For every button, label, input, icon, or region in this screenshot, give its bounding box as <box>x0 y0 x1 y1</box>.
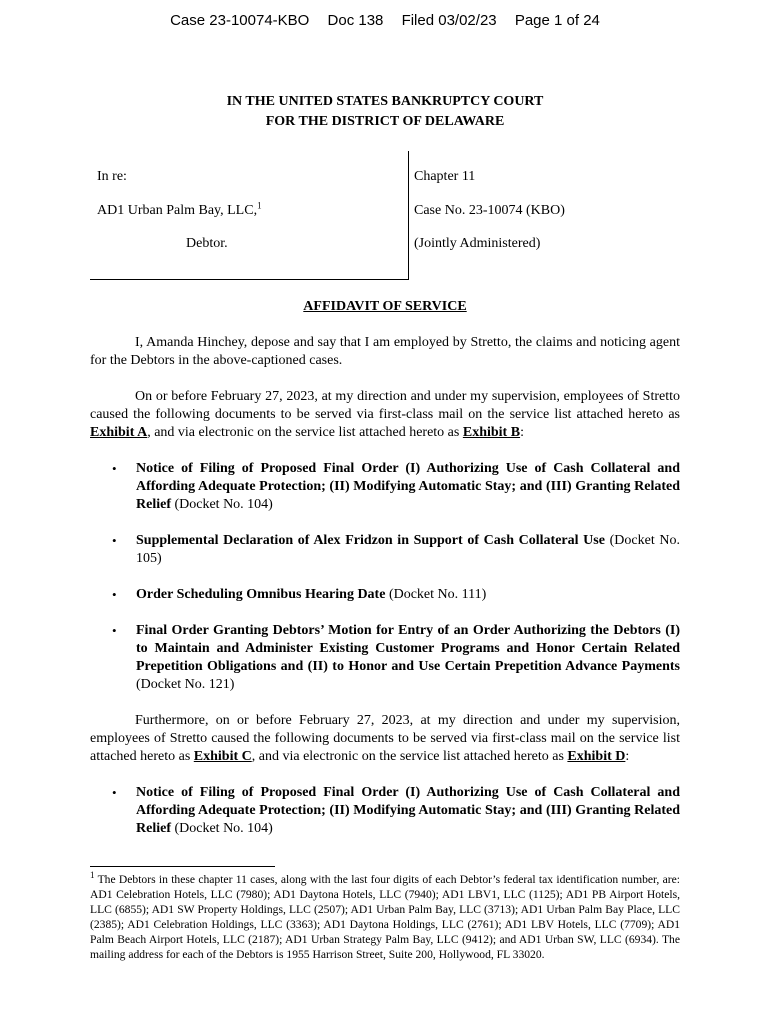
list-item <box>90 784 680 838</box>
para2-text-mid: , and via electronic on the service list attached hereto as <box>147 425 463 440</box>
para2-text-end: : <box>520 425 524 440</box>
doc-number-header: Doc 138 <box>327 12 384 29</box>
bullet-icon: • <box>112 461 117 476</box>
filing-header <box>0 12 770 29</box>
document-body <box>90 92 680 838</box>
exhibit-a-ref: Exhibit A <box>90 425 148 440</box>
exhibit-c-ref: Exhibit C <box>193 749 252 764</box>
bullet-icon: • <box>112 533 117 548</box>
caption-left-box <box>90 151 409 280</box>
page-number-header: Page 1 of 24 <box>514 12 600 29</box>
document-title-item: Final Order Granting Debtors’ Motion for Entry of an Order Authorizing the Debtors (I) to Maintain and Administer Existing Customer Programs and Honor Certain Related Prepetition Obligations and (II) to Honor and Use Certain Prepetition Advance Payments <box>136 623 680 674</box>
list-item <box>90 586 680 604</box>
footnote-ref-1[interactable]: 1 <box>257 200 262 211</box>
court-name-line-2: FOR THE DISTRICT OF DELAWARE <box>265 114 505 129</box>
paragraph-service-ab <box>90 388 680 442</box>
paragraph-declarant: I, Amanda Hinchey, depose and say that I am employed by Stretto, the claims and noticing agent for the Debtors in the above-captioned cases. <box>90 335 680 368</box>
docket-ref: (Docket No. 104) <box>170 821 273 836</box>
court-name-line-1: IN THE UNITED STATES BANKRUPTCY COURT <box>226 94 544 109</box>
debtor-name-text: AD1 Urban Palm Bay, LLC, <box>97 203 258 218</box>
list-item <box>90 460 680 514</box>
exhibit-b-ref: Exhibit B <box>462 425 521 440</box>
footnote-marker: 1 <box>90 870 95 881</box>
exhibit-d-ref: Exhibit D <box>567 749 626 764</box>
bullet-icon: • <box>112 623 117 638</box>
chapter-label: Chapter 11 <box>414 169 476 184</box>
list-item <box>90 622 680 694</box>
docket-ref: (Docket No. 111) <box>385 587 487 602</box>
paragraph-service-cd <box>90 712 680 766</box>
footnote-text: The Debtors in these chapter 11 cases, along with the last four digits of each Debtor’s federal tax identification number, are: AD1 Celebration Hotels, LLC (7980); AD1 Daytona Hotels, LLC (7940); AD1 LBV1, LLC (1125); AD1 PB Airport Hotels, LLC (6855); AD1 SW Property Holdings, LLC (2507); AD1 Urban Palm Bay, LLC (3713); AD1 Urban Palm Bay Place, LLC (2385); AD1 Celebration Holdings, LLC (3363); AD1 Daytona Holdings, LLC (2761); AD1 LBV Hotels, LLC (7709); AD1 Palm Beach Airport Hotels, LLC (2187); AD1 Urban Strategy Palm Bay, LLC (9412); and AD1 Urban SW, LLC (6934). The mailing address for each of the Debtors is 1955 Harrison Street, Suite 200, Hollywood, FL 33020. <box>90 873 680 961</box>
para3-text-end: : <box>625 749 630 764</box>
debtor-name <box>97 202 262 220</box>
served-documents-list-1 <box>90 460 680 694</box>
docket-ref: (Docket No. 105) <box>136 533 680 566</box>
para3-text-mid: , and via electronic on the service list attached hereto as <box>251 749 568 764</box>
para2-text-pre: On or before February 27, 2023, at my direction and under my supervision, employees of Stretto caused the following documents to be served via first-class mail on the service list attached hereto as <box>90 389 680 422</box>
bullet-icon: • <box>112 785 117 800</box>
para3-text-pre: Furthermore, on or before February 27, 2023, at my direction and under my supervision, employees of Stretto caused the following documents to be served via first-class mail on the service list attached hereto as <box>90 713 680 764</box>
list-item <box>90 532 680 568</box>
in-re-label: In re: <box>97 169 127 184</box>
document-title-item: Supplemental Declaration of Alex Fridzon in Support of Cash Collateral Use <box>136 533 605 548</box>
case-number-header: Case 23-10074-KBO <box>170 12 310 29</box>
document-title: AFFIDAVIT OF SERVICE <box>303 299 467 314</box>
docket-ref: (Docket No. 121) <box>136 677 235 692</box>
filed-date-header: Filed 03/02/23 <box>401 12 497 29</box>
debtor-label: Debtor. <box>186 236 228 251</box>
docket-ref: (Docket No. 104) <box>170 497 273 512</box>
served-documents-list-2 <box>90 784 680 838</box>
document-title-item: Order Scheduling Omnibus Hearing Date <box>136 587 386 602</box>
case-number: Case No. 23-10074 (KBO) <box>414 203 565 218</box>
bullet-icon: • <box>112 587 117 602</box>
case-caption <box>90 151 680 279</box>
jointly-administered: (Jointly Administered) <box>414 236 541 251</box>
footnote-divider <box>90 866 275 867</box>
footnote-1 <box>90 872 680 962</box>
document-title-item: Notice of Filing of Proposed Final Order (I) Authorizing Use of Cash Collateral and Affording Adequate Protection; (II) Modifying Automatic Stay; and (III) Granting Related Relief <box>136 785 680 836</box>
document-title-item: Notice of Filing of Proposed Final Order (I) Authorizing Use of Cash Collateral and Affording Adequate Protection; (II) Modifying Automatic Stay; and (III) Granting Related Relief <box>136 461 680 512</box>
